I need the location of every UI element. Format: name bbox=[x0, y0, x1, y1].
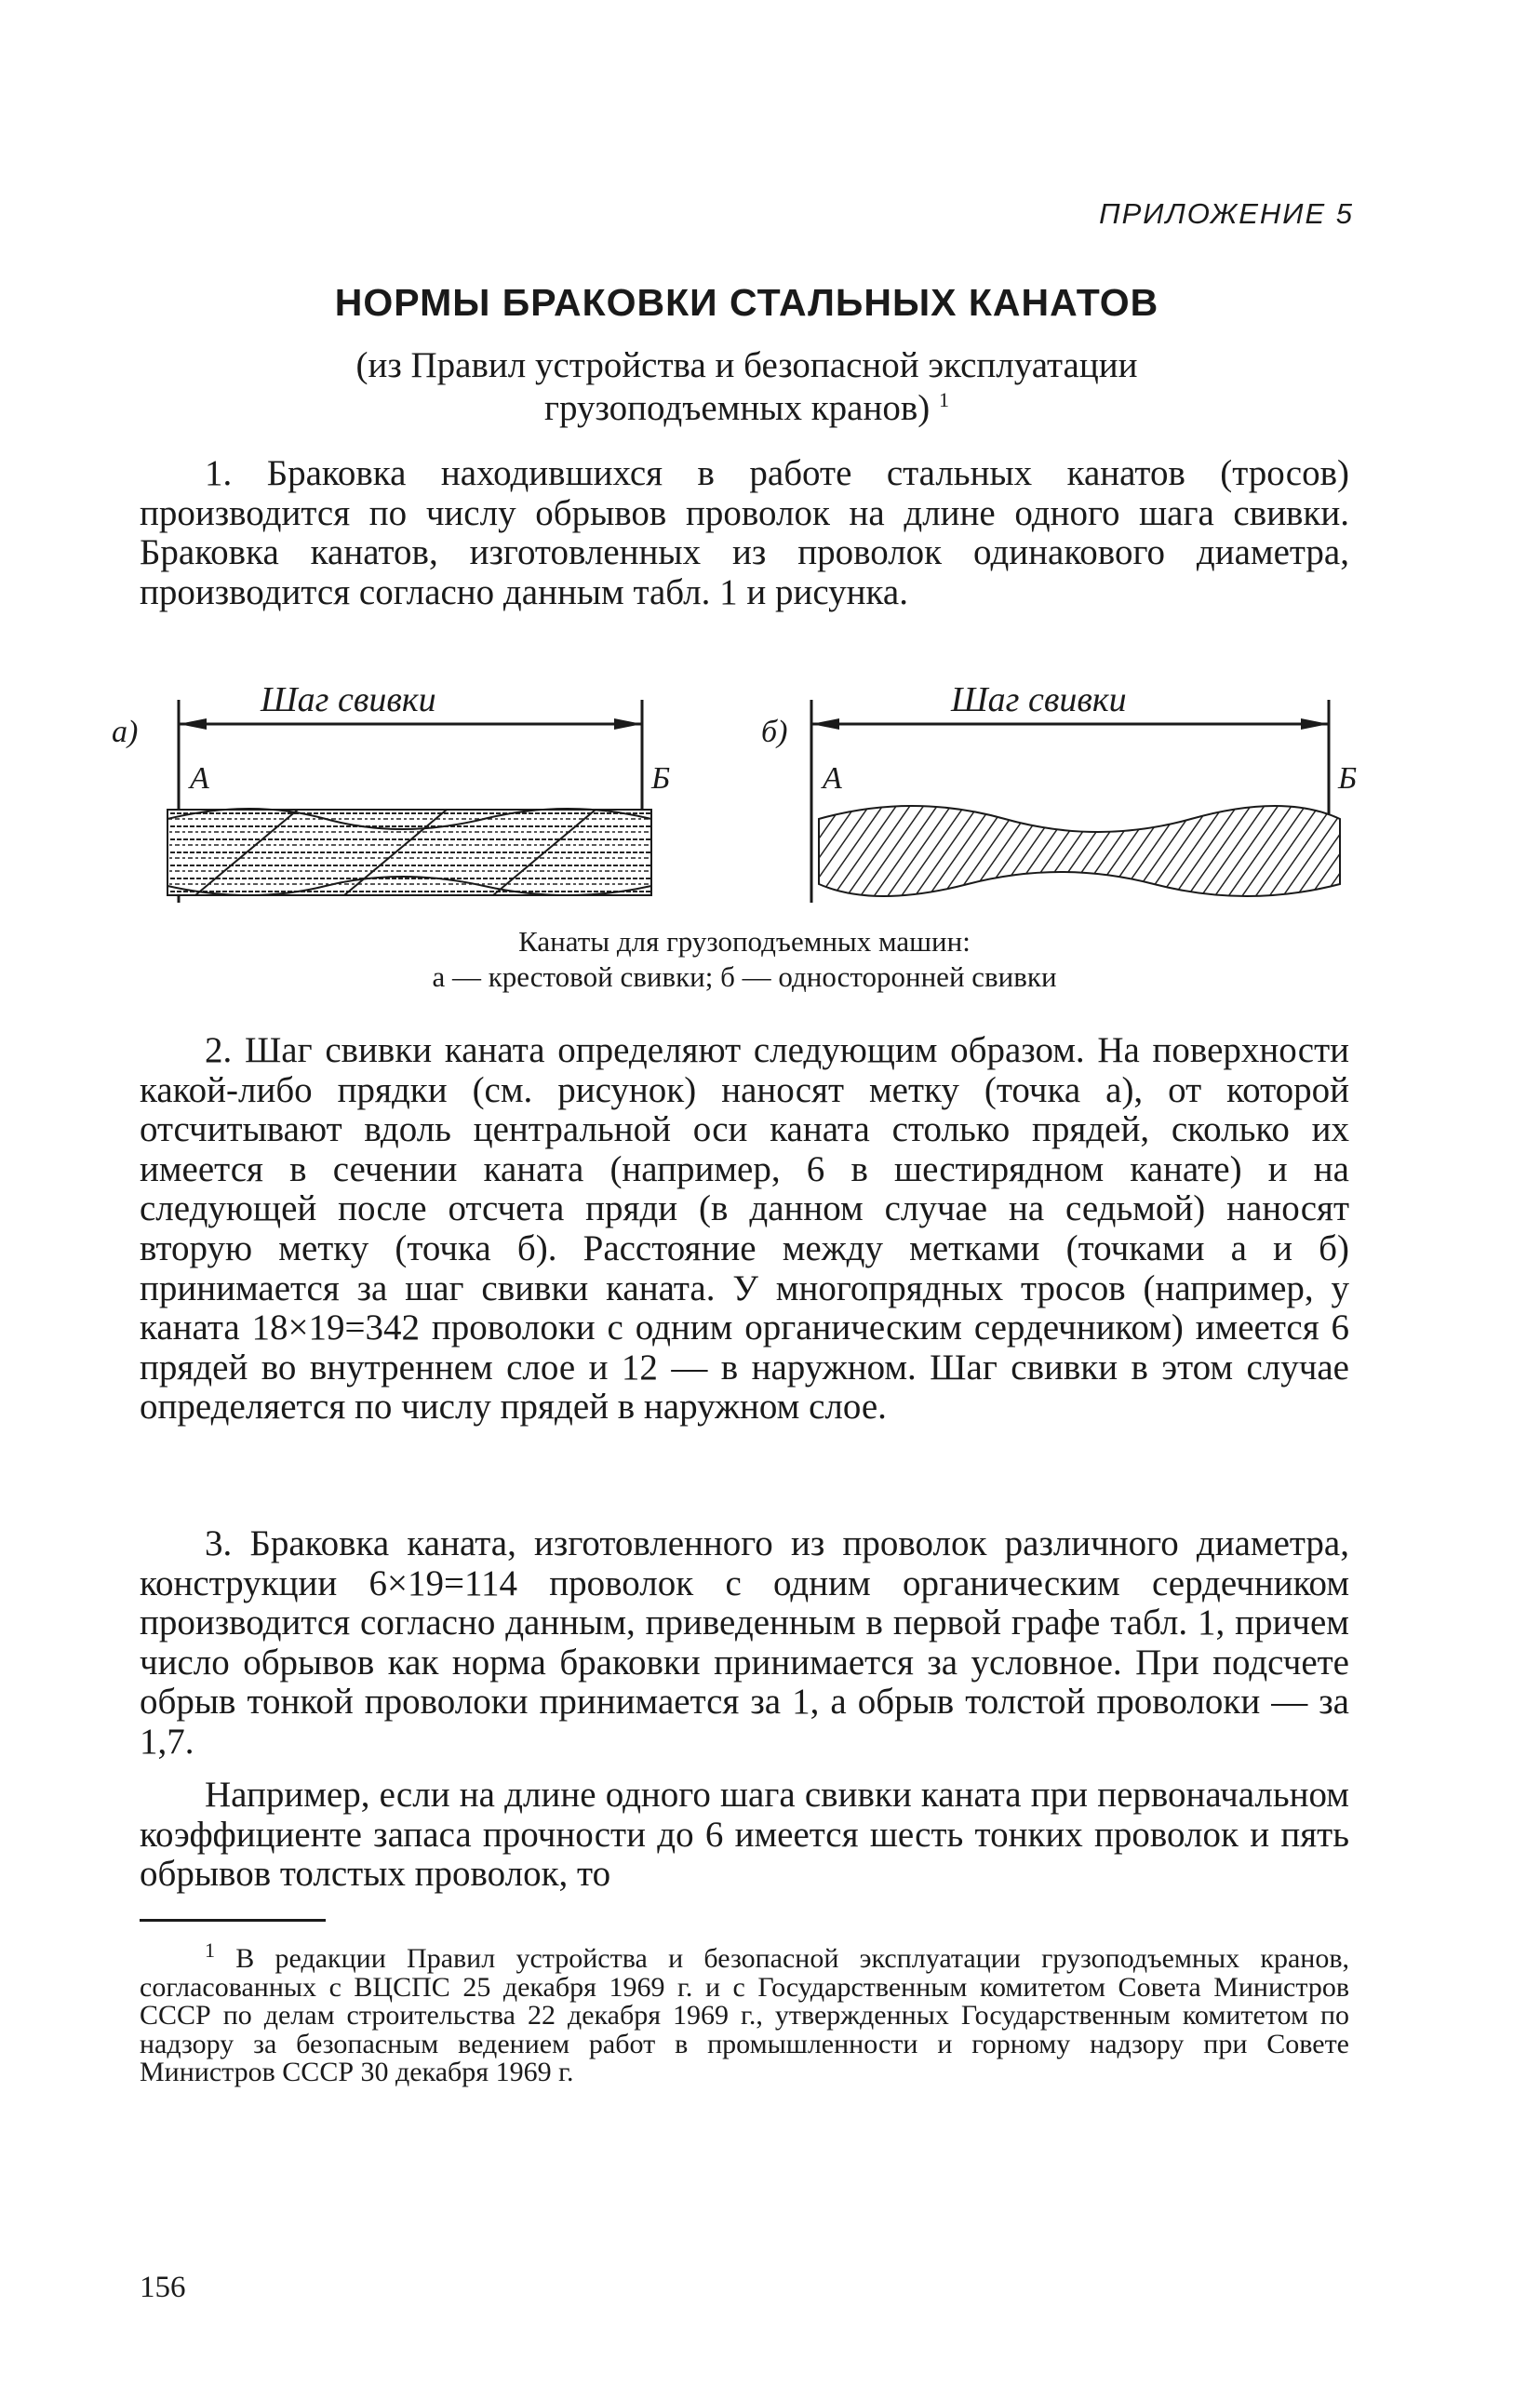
step-caption-b: Шаг свивки bbox=[951, 680, 1127, 719]
figure-caption bbox=[140, 924, 1349, 995]
footnote-ref: 1 bbox=[939, 388, 949, 411]
mark-a-start: А bbox=[190, 761, 209, 796]
step-caption-a: Шаг свивки bbox=[261, 680, 436, 719]
arrow-left-icon bbox=[179, 718, 207, 730]
footnote-text: В редакции Правил устройства и безопасной эксплуатации грузоподъемных кранов, согласованных с ВЦСПС 25 декабря 1969 г. и с Государственным комитетом Совета Министров СССР по делам строительства 22 декабря 1969 г., утвержденных Государственным комитетом по надзору за безопасным ведением работ в промышленности и горному надзору при Совете Министров СССР 30 декабря 1969 г. bbox=[140, 1943, 1350, 2087]
rope-b-body bbox=[819, 806, 1340, 896]
paragraph-2: 2. Шаг свивки каната определяют следующим образом. На поверхности какой-либо прядки (см. рисунок) наносят метку (точка а), от которой отсчитывают вдоль центральной оси каната столько прядей, сколько их имеется в сечении каната (например, 6 в шестирядном канате) и на следующей после отсчета пряди (в данном случае на седьмой) наносят вторую метку (точка б). Расстояние между метками (точками а и б) принимается за шаг свивки каната. У многопрядных тросов (например, у каната 18×19=342 проволоки с одним органическим сердечником) имеется 6 прядей во внутреннем слое и 12 — в наружном. Шаг свивки в этом случае определяется по числу прядей в наружном слое. bbox=[140, 1030, 1349, 1428]
arrow-left-icon bbox=[811, 718, 839, 730]
footnote-marker: 1 bbox=[205, 1938, 215, 1962]
rope-a bbox=[167, 700, 651, 903]
figure-caption-line-1: Канаты для грузоподъемных машин: bbox=[518, 925, 971, 958]
paragraph-4: Например, если на длине одного шага свивки каната при первоначальном коэффициенте запаса прочности до 6 имеется шесть тонких проволок и пять обрывов толстых проволок, то bbox=[140, 1775, 1349, 1895]
subtitle-line-1: (из Правил устройства и безопасной эксплуатации bbox=[355, 345, 1138, 385]
paragraph-3: 3. Браковка каната, изготовленного из проволок различного диаметра, конструкции 6×19=114 проволок с одним органическим сердечником производится согласно данным, приведенным в первой графе табл. 1, причем число обрывов как норма браковки принимается за условное. При подсчете обрыв тонкой проволоки принимается за 1, а обрыв толстой проволоки — за 1,7. bbox=[140, 1523, 1349, 1762]
figure-b-label: б) bbox=[761, 715, 788, 749]
subtitle-line-2-text: грузоподъемных кранов) bbox=[543, 388, 931, 428]
footnote-divider bbox=[140, 1919, 326, 1922]
appendix-label: ПРИЛОЖЕНИЕ 5 bbox=[1099, 197, 1354, 230]
mark-a-end: Б bbox=[651, 761, 671, 796]
paragraph-1: 1. Браковка находившихся в работе стальных канатов (тросов) производится по числу обрывов проволок на длине одного шага свивки. Браковка канатов, изготовленных из проволок одинакового диаметра, производится согласно данным табл. 1 и рисунка. bbox=[140, 453, 1349, 612]
figure-a-label: а) bbox=[112, 715, 139, 749]
page-number: 156 bbox=[140, 2271, 186, 2304]
subtitle-line-2 bbox=[223, 387, 1270, 430]
mark-b-start: А bbox=[823, 761, 842, 796]
page-title: НОРМЫ БРАКОВКИ СТАЛЬНЫХ КАНАТОВ bbox=[334, 281, 1159, 324]
subtitle bbox=[223, 344, 1270, 430]
arrow-right-icon bbox=[1301, 718, 1329, 730]
rope-figure bbox=[112, 679, 1359, 903]
rope-b bbox=[811, 700, 1340, 903]
figure-caption-line-2: а — крестовой свивки; б — односторонней свивки bbox=[432, 960, 1057, 993]
mark-b-end: Б bbox=[1338, 761, 1358, 796]
arrow-right-icon bbox=[614, 718, 642, 730]
footnote bbox=[140, 1938, 1350, 2087]
